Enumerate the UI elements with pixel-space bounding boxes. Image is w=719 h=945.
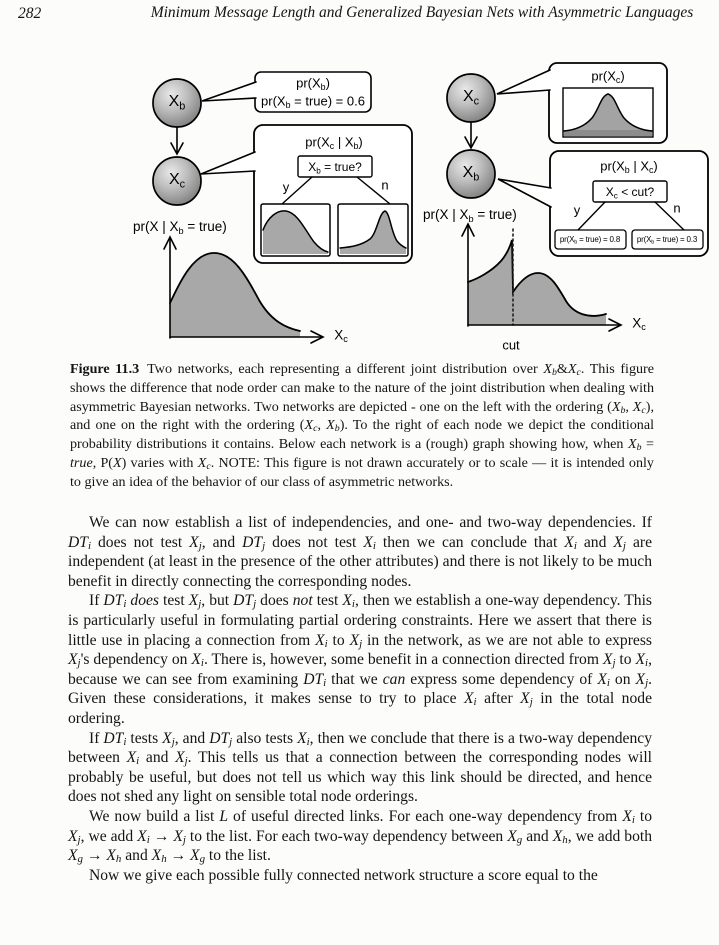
figure-caption-label: Figure 11.3 <box>70 361 140 377</box>
left-graph-label: pr(X | $X_b$ = true) <box>133 219 227 236</box>
right-node-xc-label: $X_c$ <box>462 88 480 108</box>
right-node-xb-label: $X_b$ <box>462 164 480 184</box>
running-title: Minimum Message Length and Generalized Bayesian Nets with Asymmetric Languages <box>150 4 694 21</box>
figure-caption <box>70 360 654 492</box>
right-branch-no-label: n <box>673 200 681 216</box>
left-branch-no-label: n <box>381 177 389 193</box>
right-prior-title: $pr(X_c)$ <box>591 68 625 86</box>
paragraph: If $DT_i$ does test $X_j$, but $DT_j$ does not test $X_i$, then we establish a one-way dependency. This is particularly useful in formulating partial ordering constraints. Here we assert that there is little use in placing a connection from $X_i$ to $X_j$ in the network, as we are not able to express $X_j's$ dependency on $X_i$. There is, however, some benefit in a connection directed from $X_j$ to $X_i$, because we can see from examining $DT_i$ that we can express some dependency of $X_i$ on $X_j$. Given these considerations, it makes sense to try to place $X_i$ after $X_j$ in the total node ordering. <box>68 592 652 727</box>
right-leaf-yes-label: $pr(X_b$ = true) = 0.8 <box>559 235 621 246</box>
paragraph: We can now establish a list of independencies, and one- and two-way dependencies. If $DT_i$ does not test $X_j$, and $DT_j$ does not test $X_i$ then we can conclude that $X_i$ and $X_j$ are independent (at least in the presence of the other attributes) and there is not likely to be much benefit in directly connecting the corresponding nodes. <box>68 514 652 590</box>
left-prior-title: $pr(X_b)$ <box>296 75 330 93</box>
paragraph: We now build a list L of useful directed links. For each one-way dependency from $X_i$ to $X_j$, we add $X_i \to X_j$ to the list. For each two-way dependency between $X_g$ and $X_h$, we add both $X_g \to X_h$ and $X_h \to X_g$ to the list. <box>68 807 653 866</box>
body-text <box>68 513 652 885</box>
right-network <box>447 63 708 331</box>
left-node-xc-label: $X_c$ <box>168 171 186 191</box>
left-network <box>153 72 412 343</box>
right-branch-yes-label: y <box>573 202 581 218</box>
figure-11-3 <box>0 50 719 362</box>
cut-label: cut <box>502 337 520 353</box>
left-test-label: $X_b$ = true? <box>308 160 362 176</box>
right-cpd-title: $pr(X_b$ | $X_c$) <box>600 158 658 176</box>
paragraph: If $DT_i$ tests $X_j$, and $DT_j$ also tests $X_i$, then we conclude that there is a two-way dependency between $X_i$ and $X_j$. This tells us that a connection between the corresponding nodes will probably be useful, but does not tell us which way this link should be directed, and hence does not shed any light on sensible total node orderings. <box>68 729 653 806</box>
left-x-axis-label: $X_c$ <box>334 327 348 344</box>
figure-caption-text: Two networks, each representing a different joint distribution over $X_b\&X_c$. This figure shows the difference that node order can make to the nature of the joint distribution when dealing with asymmetric Bayesian networks. Two networks are depicted - one on the left with the ordering ($X_b$, $X_c$), and one on the right with the ordering ($X_c$, $X_b$). To the right of each node we depict the conditional probability distributions it contains. Below each network is a (rough) graph showing how, when $X_b$ = true, P(X) varies with $X_c$. NOTE: This figure is not drawn accurately or to scale — it is intended only to give an idea of the behavior of our class of asymmetric networks. <box>70 361 655 490</box>
right-test-label: $X_c$ < cut? <box>605 185 655 201</box>
paragraph: Now we give each possible fully connected network structure a score equal to the <box>89 866 598 884</box>
right-graph-label: pr(X | $X_b$ = true) <box>423 207 517 224</box>
page-number: 282 <box>18 5 42 22</box>
right-leaf-no-label: $pr(X_b$ = true) = 0.3 <box>636 235 698 246</box>
right-x-axis-label: $X_c$ <box>632 315 646 332</box>
left-prior-value: $pr(X_b$ = true) = 0.6 <box>261 93 365 111</box>
left-cpd-title: $pr(X_c$ | $X_b$) <box>305 134 363 152</box>
left-branch-yes-label: y <box>282 179 290 195</box>
left-node-xb-label: $X_b$ <box>168 93 186 113</box>
